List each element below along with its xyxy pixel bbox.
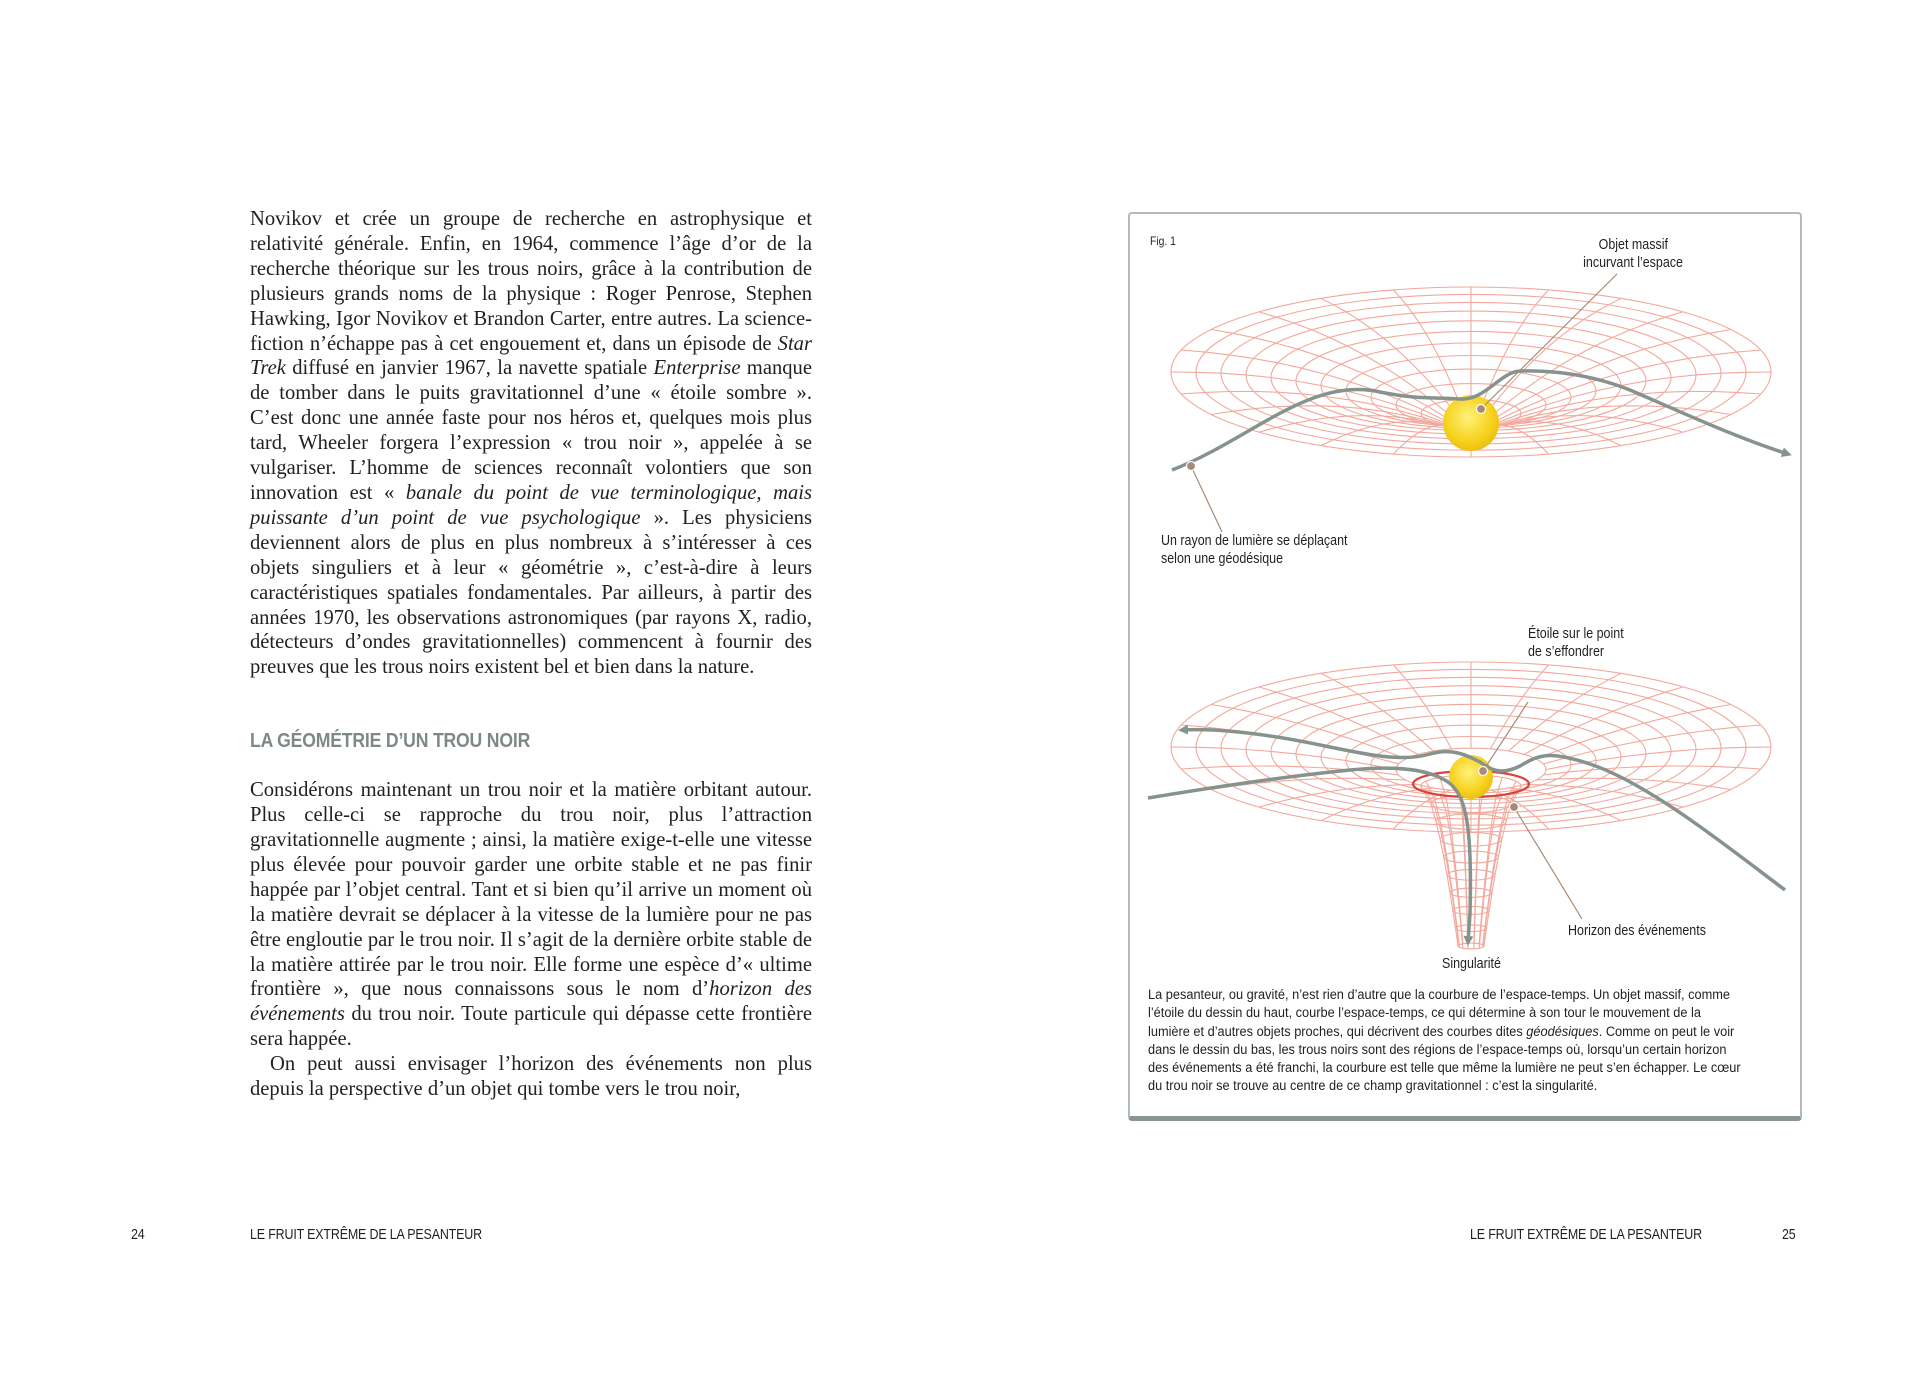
- body-text-column: [250, 207, 812, 1102]
- marker-dot-event-horizon: [1510, 803, 1519, 812]
- paragraph-1: Novikov et crée un groupe de recherche en astrophysique et relativité générale. Enfin, en 1964, commence l’âge d’or de la recherche théorique sur les trous noirs, grâce à la contribution de plusieurs grands noms de la physique : Roger Penrose, Stephen Hawking, Igor Novikov et Brandon Carter, entre autres. La science-fiction n’échappe pas à cet engouement et, dans un épisode de Star Trek diffusé en janvier 1967, la navette spatiale Enterprise manque de tomber dans le puits gravitationnel d’une « étoile sombre ». C’est donc une année faste pour nos héros et, quelques mois plus tard, Wheeler forgera l’expression « trou noir », appelée à se vulgariser. L’homme de sciences reconnaît volontiers que son innovation est « banale du point de vue terminologique, mais puissante d’un point de vue psychologique ». Les physiciens deviennent alors de plus en plus nombreux à s’intéresser à ces objets singuliers et à leur « géométrie », c’est-à-dire à leurs caractéristiques spatiales fondamentales. Par ailleurs, à partir des années 1970, les observations astronomiques (par rayons X, radio, détecteurs d’ondes gravitationnelles) commencent à fournir des preuves que les trous noirs existent bel et bien dans la nature.: [250, 208, 812, 679]
- figure-label: Fig. 1: [1150, 234, 1176, 248]
- leader-line-event-horizon: [1514, 807, 1582, 919]
- label-singularity: Singularité: [1442, 956, 1501, 972]
- grid-spoke: [1211, 406, 1449, 427]
- label-light-ray: Un rayon de lumière se déplaçant selon une géodésique: [1161, 533, 1348, 567]
- marker-dot-collapsing-star: [1479, 767, 1488, 776]
- funnel-ring: [1456, 925, 1487, 932]
- funnel-spoke: [1421, 786, 1458, 946]
- marker-dot-light-ray: [1187, 462, 1196, 471]
- grid-spoke: [1543, 766, 1760, 775]
- grid-spoke: [1493, 406, 1731, 427]
- paragraph-3: On peut aussi envisager l’horizon des événements non plus depuis la perspective d’un objet qui tombe vers le trou noir,: [250, 1053, 812, 1101]
- running-title-right: LE FRUIT EXTRÊME DE LA PESANTEUR: [1470, 1227, 1702, 1243]
- leader-line-massive: [1481, 274, 1617, 409]
- section-heading: LA GÉOMÉTRIE D’UN TROU NOIR: [250, 730, 531, 753]
- paragraph-2: Considérons maintenant un trou noir et la matière orbitant autour. Plus celle-ci se rapproche du trou noir, plus l’attraction gravitationnelle augmente ; ainsi, la matière exige-t-elle une vitesse plus élevée pour pouvoir garder une orbite stable et ne pas finir happée par l’objet central. Tant et si bien qu’il arrive un moment où la matière devrait se déplacer à la vitesse de la lumière pour ne pas être engloutie par le trou noir. Il s’agit de la dernière orbite stable de la matière attirée par le trou noir. Elle forme une espèce d’« ultime frontière », que nous connaissons sous le nom d’horizon des événements du trou noir. Toute particule qui dépasse cette frontière sera happée.: [250, 779, 812, 1051]
- massive-star: [1443, 395, 1499, 451]
- light-geodesic-escape: [1182, 730, 1785, 890]
- running-title-left: LE FRUIT EXTRÊME DE LA PESANTEUR: [250, 1227, 482, 1243]
- label-collapsing-star: Étoile sur le point de s’effondrer: [1528, 626, 1624, 660]
- page-number-left: 24: [131, 1227, 145, 1243]
- spacetime-grid-bottom: [1171, 662, 1771, 832]
- page-number-right: 25: [1782, 1227, 1796, 1243]
- marker-dot-massive: [1477, 405, 1486, 414]
- leader-line-light-ray: [1191, 466, 1222, 532]
- figure-caption: La pesanteur, ou gravité, n’est rien d’autre que la courbure de l’espace-temps. Un objet massif, comme l’étoile du dessin du haut, courbe l’espace-temps, ce qui détermine à son tour le mouvement de la lumière et d’autres objets proches, qui décrivent des courbes dites géodésiques. Comme on peut le voir dans le dessin du bas, les trous noirs sont des régions de l’espace-temps où, lorsqu’un certain horizon des événements a été franchi, la courbure est telle que même la lumière ne peut s’en échapper. Le cœur du trou noir se trouve au centre de ce champ gravitationnel : c’est la singularité.: [1148, 987, 1741, 1095]
- figure-box: [1128, 212, 1802, 1121]
- funnel-ring: [1458, 943, 1484, 949]
- label-massive-object: Objet massif incurvant l’espace: [1583, 237, 1683, 271]
- label-event-horizon: Horizon des événements: [1568, 923, 1706, 939]
